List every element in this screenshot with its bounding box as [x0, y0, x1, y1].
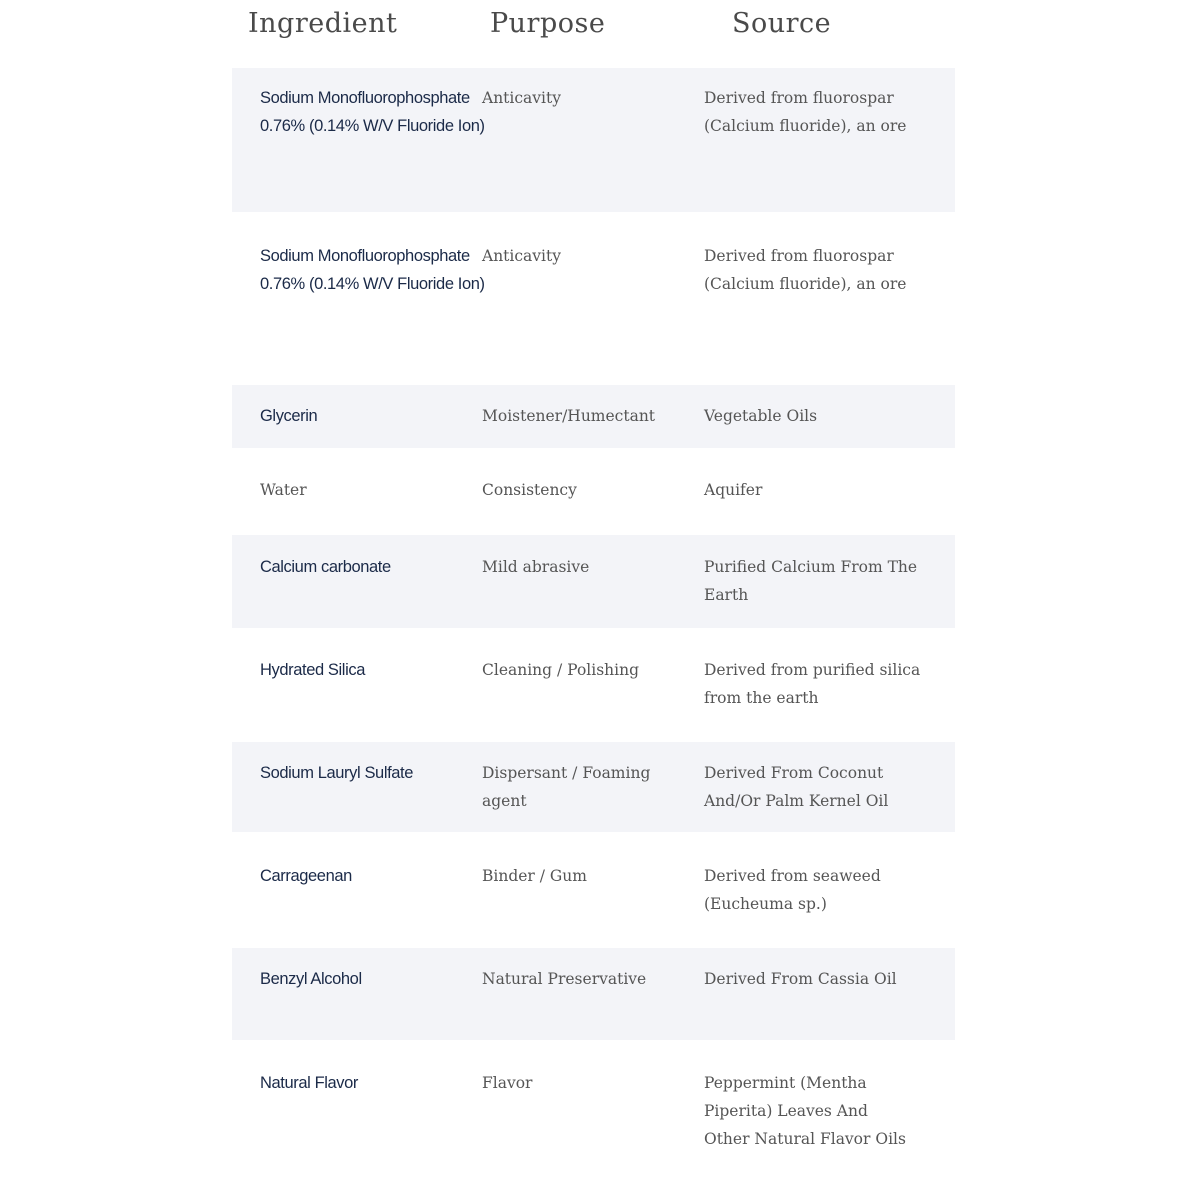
- table-row: [232, 68, 955, 212]
- ingredient-cell: Sodium Lauryl Sulfate: [260, 764, 414, 782]
- source-cell: Aquifer: [704, 481, 763, 499]
- source-cell: Purified Calcium From The Earth: [704, 558, 918, 604]
- ingredient-cell: Glycerin: [260, 407, 318, 425]
- purpose-cell: Flavor: [482, 1074, 533, 1092]
- table-row: [232, 535, 955, 628]
- purpose-cell: Dispersant / Foaming agent: [482, 764, 651, 810]
- purpose-cell: Moistener/Humectant: [482, 407, 656, 425]
- table-row: [232, 385, 955, 448]
- purpose-cell: Cleaning / Polishing: [482, 661, 639, 679]
- table-row: [232, 448, 955, 535]
- source-cell: Derived From Cassia Oil: [704, 970, 897, 988]
- source-cell: Derived from fluorospar (Calcium fluoride), an ore: [704, 89, 907, 135]
- table-row: [232, 1040, 955, 1200]
- ingredient-cell: Hydrated Silica: [260, 661, 365, 679]
- table-row: [232, 832, 955, 948]
- source-cell: Derived from purified silica from the earth: [704, 661, 921, 707]
- source-cell: Derived From Coconut And/Or Palm Kernel Oil: [704, 764, 889, 810]
- table-row: [232, 628, 955, 742]
- ingredient-cell: Sodium Monofluorophosphate 0.76% (0.14% W/V Fluoride Ion): [260, 89, 485, 135]
- ingredient-cell: Water: [260, 481, 307, 499]
- purpose-cell: Anticavity: [482, 89, 561, 107]
- ingredient-cell: Natural Flavor: [260, 1074, 359, 1092]
- header-ingredient: Ingredient: [248, 8, 398, 39]
- ingredient-cell: Sodium Monofluorophosphate 0.76% (0.14% W/V Fluoride Ion): [260, 247, 485, 293]
- purpose-cell: Natural Preservative: [482, 970, 647, 988]
- purpose-cell: Consistency: [482, 481, 577, 499]
- source-cell: Derived from seaweed (Eucheuma sp.): [704, 867, 881, 913]
- purpose-cell: Binder / Gum: [482, 867, 587, 885]
- ingredient-cell: Calcium carbonate: [260, 558, 391, 576]
- ingredient-cell: Carrageenan: [260, 867, 352, 885]
- ingredient-cell: Benzyl Alcohol: [260, 970, 362, 988]
- table-row: [232, 742, 955, 832]
- source-cell: Derived from fluorospar (Calcium fluoride), an ore: [704, 247, 907, 293]
- header-source: Source: [732, 8, 832, 39]
- header-purpose: Purpose: [490, 8, 606, 39]
- purpose-cell: Anticavity: [482, 247, 561, 265]
- purpose-cell: Mild abrasive: [482, 558, 590, 576]
- source-cell: Vegetable Oils: [704, 407, 818, 425]
- source-cell: Peppermint (Mentha Piperita) Leaves And Other Natural Flavor Oils: [704, 1074, 906, 1148]
- table-row: [232, 212, 955, 385]
- ingredients-table: [232, 68, 955, 1200]
- table-row: [232, 948, 955, 1040]
